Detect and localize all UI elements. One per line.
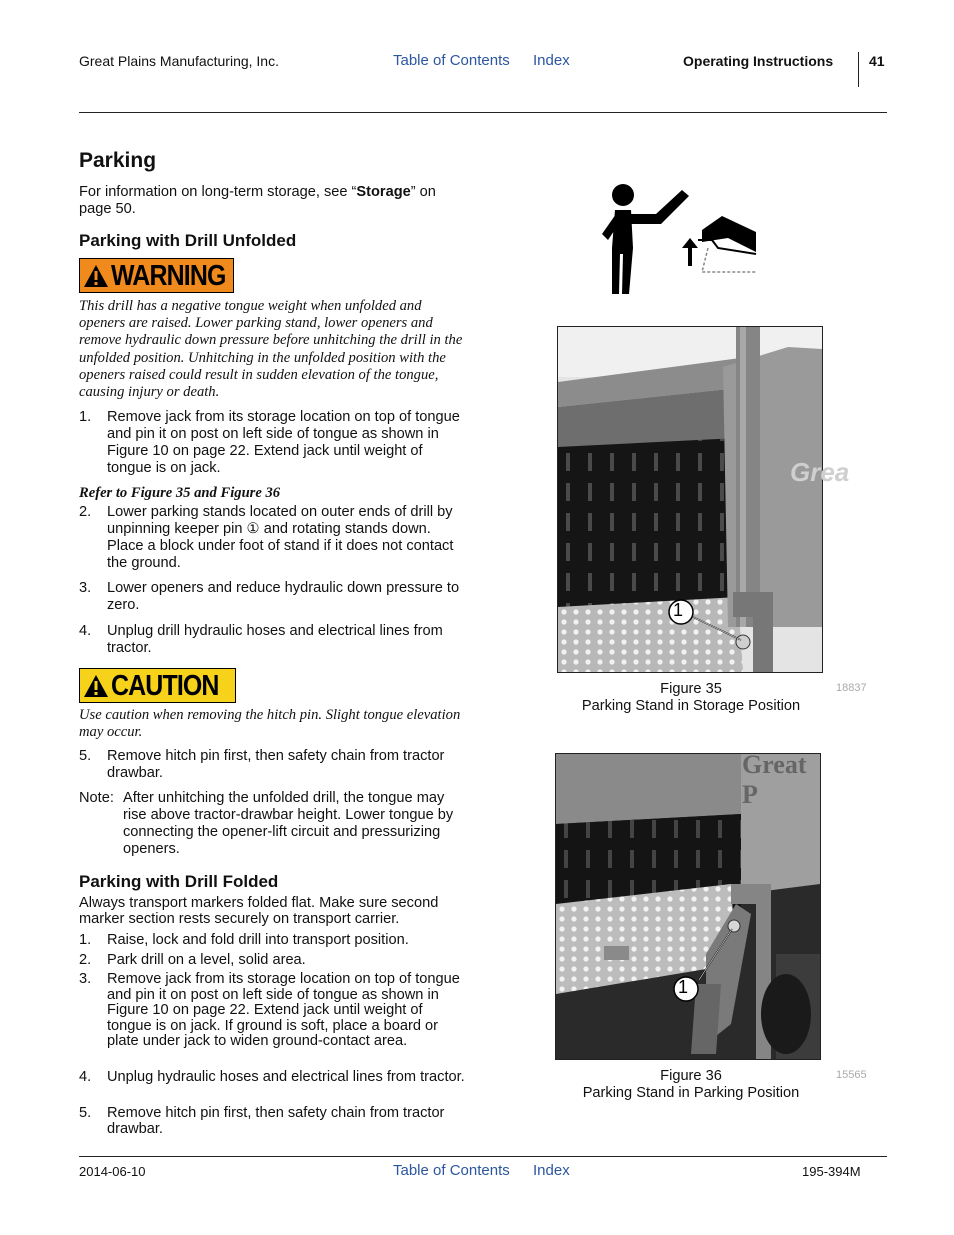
folded-step-4: 4. Unplug hydraulic hoses and electrical lines from tractor. bbox=[79, 1069, 465, 1085]
footer-rule bbox=[79, 1156, 887, 1157]
folded-heading: Parking with Drill Folded bbox=[79, 872, 279, 891]
section-title: Operating Instructions bbox=[683, 53, 834, 69]
folded-intro: Always transport markers folded flat. Make sure second marker section rests securely on transport carrier. bbox=[79, 895, 439, 927]
unfolded-heading: Parking with Drill Unfolded bbox=[79, 231, 297, 250]
unfolded-step-2: 2. Lower parking stands located on outer ends of drill by unpinning keeper pin ① and rotating stands down. Place a block under foot of stand if it does not contact the ground. bbox=[79, 504, 454, 571]
folded-step-5: 5. Remove hitch pin first, then safety chain from tractor drawbar. bbox=[79, 1105, 445, 1137]
footer-index-link[interactable]: Index bbox=[533, 1162, 570, 1179]
folded-step-1: 1. Raise, lock and fold drill into transport position. bbox=[79, 932, 409, 948]
footer-toc-link[interactable]: Table of Contents bbox=[393, 1162, 510, 1179]
parking-intro: For information on long-term storage, see “Storage” on page 50. bbox=[79, 184, 436, 217]
figure-35-photo bbox=[557, 326, 850, 673]
toc-link[interactable]: Table of Contents bbox=[393, 52, 510, 69]
figure-36-caption: Figure 36 Parking Stand in Parking Position bbox=[582, 1068, 800, 1101]
folded-step-3: 3. Remove jack from its storage location on top of tongue and pin it on post on left side of tongue as shown in Figure 10 on page 22. Extend jack until weight of tongue is on jack. If ground is soft, place a board or plate under jack to widen ground-contact area. bbox=[79, 971, 460, 1050]
figure-36-logo: Great P bbox=[742, 750, 807, 809]
caution-triangle-icon bbox=[83, 674, 109, 698]
tongue-rise-hazard-pictogram bbox=[598, 182, 760, 298]
folded-step-2: 2. Park drill on a level, solid area. bbox=[79, 952, 306, 968]
refer-note: Refer to Figure 35 and Figure 36 bbox=[79, 485, 281, 501]
warning-label: WARNING bbox=[79, 258, 234, 293]
unfolded-step-1: 1. Remove jack from its storage location on top of tongue and pin it on post on left side of tongue as shown in Figure 10 on page 22. Extend jack until weight of tongue is on jack. bbox=[79, 409, 460, 476]
parking-heading: Parking bbox=[79, 149, 157, 172]
unfolded-step-3: 3. Lower openers and reduce hydraulic down pressure to zero. bbox=[79, 580, 460, 613]
footer-doc-number: 195-394M bbox=[802, 1164, 861, 1179]
caution-label: CAUTION bbox=[79, 668, 236, 703]
caution-text: Use caution when removing the hitch pin. Slight tongue elevation may occur. bbox=[79, 707, 461, 741]
header-rule bbox=[79, 112, 887, 113]
header-divider bbox=[858, 52, 859, 87]
index-link[interactable]: Index bbox=[533, 52, 570, 69]
company-name: Great Plains Manufacturing, Inc. bbox=[79, 53, 279, 69]
figure-35-callout: 1 bbox=[673, 600, 684, 620]
footer-date: 2014-06-10 bbox=[79, 1164, 146, 1179]
figure-36-callout: 1 bbox=[678, 977, 689, 997]
figure-36-id: 15565 bbox=[836, 1069, 867, 1081]
page-number: 41 bbox=[869, 53, 885, 69]
figure-35-logo: Grea bbox=[790, 457, 850, 487]
figure-36-photo bbox=[555, 750, 821, 1060]
warning-triangle-icon bbox=[83, 264, 109, 288]
unfolded-note: Note: After unhitching the unfolded drill, the tongue may rise above tractor-drawbar height. Lower tongue by connecting the opener-lift circuit and pressurizing openers. bbox=[79, 790, 454, 857]
unfolded-step-5: 5. Remove hitch pin first, then safety chain from tractor drawbar. bbox=[79, 748, 445, 781]
figure-35-id: 18837 bbox=[836, 682, 867, 694]
unfolded-step-4: 4. Unplug drill hydraulic hoses and electrical lines from tractor. bbox=[79, 623, 443, 656]
warning-text: This drill has a negative tongue weight when unfolded and openers are raised. Lower parking stand, lower openers and remove hydraulic down pressure before unhitching the drill in the unfolded position. Unhitching in the unfolded position with the openers raised could result in sudden elevation of the tongue, causing injury or death. bbox=[79, 298, 463, 401]
figure-35-caption: Figure 35 Parking Stand in Storage Position bbox=[581, 681, 801, 714]
